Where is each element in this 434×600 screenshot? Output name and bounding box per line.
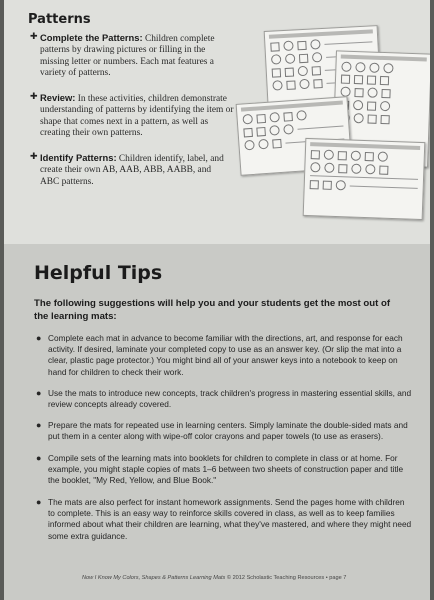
tip-text: Complete each mat in advance to become familiar with the directions, art, and response for each activity. If desired, laminate your completed copy to use as an answer key. (Or slip the mat into a clear, plastic page protector.) You might bind all of your answer keys into a notebook to keep on hand for children to check their work. bbox=[48, 333, 403, 377]
item-heading: Identify Patterns: bbox=[40, 152, 117, 163]
mat-thumbnail-4 bbox=[303, 138, 426, 220]
helpful-tips-intro: The following suggestions will help you and your students get the most out of the learning mats: bbox=[34, 298, 391, 322]
pattern-item-identify bbox=[30, 152, 230, 188]
tip-item bbox=[36, 453, 412, 487]
pattern-item-review bbox=[30, 92, 236, 139]
tip-item bbox=[36, 497, 412, 542]
item-heading: Review: bbox=[40, 92, 76, 103]
tip-text: Compile sets of the learning mats into booklets for children to complete in class or at home. For example, you might staple copies of mats 1–6 between two sheets of construction paper and title the booklet, "My Red, Yellow, and Blue Book." bbox=[48, 453, 404, 486]
item-heading: Complete the Patterns: bbox=[40, 32, 143, 43]
tip-item bbox=[36, 388, 412, 410]
tip-item bbox=[36, 420, 412, 442]
plus-bullet-icon: ✚ bbox=[30, 152, 38, 162]
tip-text: The mats are also perfect for instant homework assignments. Send the pages home with children to complete. This is an easy way to reinforce skills covered in class, as well as to keep families informed about what their children are learning, what they've mastered, and where they might need some extra guidance. bbox=[48, 497, 412, 541]
round-bullet-icon: ● bbox=[36, 333, 42, 343]
tip-item bbox=[36, 333, 412, 378]
item-text: In these activities, children demonstrate understanding of patterns by identifying the item or shape that comes next in a pattern, as well as creating their own patterns. bbox=[40, 94, 234, 138]
plus-bullet-icon: ✚ bbox=[30, 92, 38, 102]
pattern-item-complete bbox=[30, 32, 228, 79]
round-bullet-icon: ● bbox=[36, 453, 42, 463]
plus-bullet-icon: ✚ bbox=[30, 32, 38, 42]
section-title-helpful-tips: Helpful Tips bbox=[34, 262, 163, 284]
footer-copyright: © 2012 Scholastic Teaching Resources bbox=[226, 575, 325, 581]
round-bullet-icon: ● bbox=[36, 388, 42, 398]
tip-text: Prepare the mats for repeated use in learning centers. Simply laminate the double-sided mats and put them in a center along with wipe-off color crayons and paper towels (to use as erasers). bbox=[48, 420, 408, 442]
round-bullet-icon: ● bbox=[36, 497, 42, 507]
footer-page-number: page 7 bbox=[329, 575, 347, 581]
tip-text: Use the mats to introduce new concepts, track children's progress in mastering essential skills, and review concepts already covered. bbox=[48, 388, 412, 410]
round-bullet-icon: ● bbox=[36, 420, 42, 430]
item-text: Children identify, label, and create their own AB, AAB, ABB, AABB, and ABC patterns. bbox=[40, 154, 224, 187]
page-footer: Now I Know My Colors, Shapes & Patterns Learning Mats © 2012 Scholastic Teaching Resources • page 7 bbox=[82, 575, 347, 581]
item-text: Children complete patterns by drawing pictures or filling in the missing letter or numbers. Each mat features a variety of patterns. bbox=[40, 34, 215, 78]
document-page bbox=[4, 0, 430, 600]
footer-book-title: Now I Know My Colors, Shapes & Patterns Learning Mats bbox=[82, 575, 226, 581]
section-title-patterns: Patterns bbox=[28, 12, 91, 27]
